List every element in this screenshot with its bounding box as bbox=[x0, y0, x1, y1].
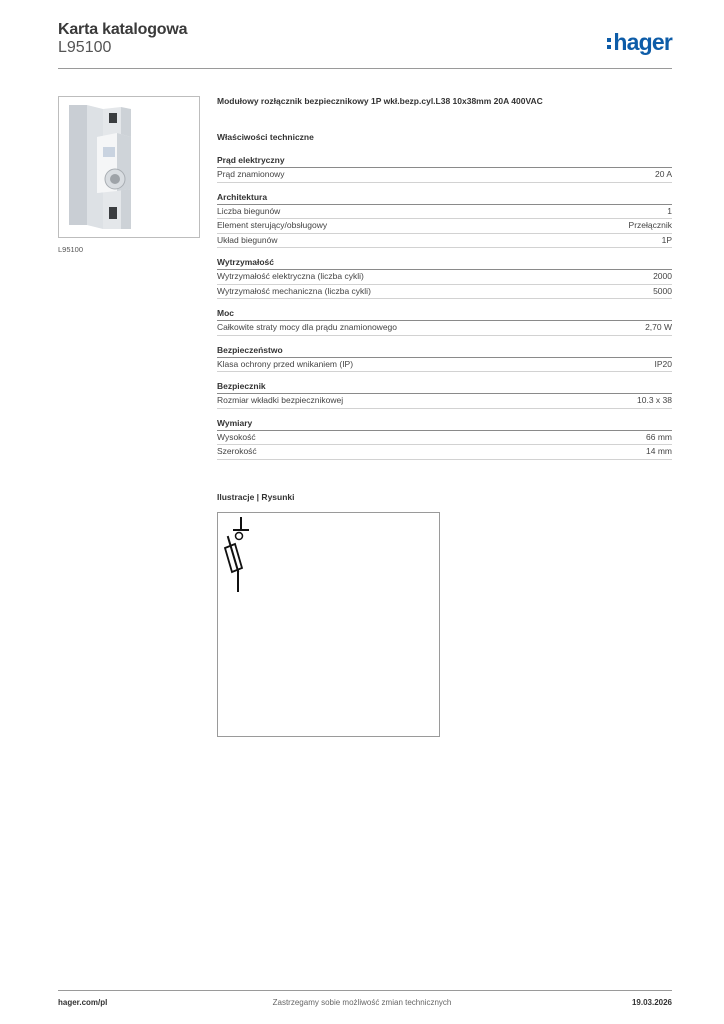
photo-caption: L95100 bbox=[58, 245, 84, 254]
spec-value: IP20 bbox=[654, 358, 672, 369]
spec-label: Wysokość bbox=[217, 431, 256, 442]
spec-row bbox=[217, 270, 672, 285]
product-photo bbox=[58, 96, 200, 238]
spec-row bbox=[217, 358, 672, 373]
spec-label: Układ biegunów bbox=[217, 234, 278, 245]
spec-value: 5000 bbox=[653, 285, 672, 296]
section-title: Moc bbox=[217, 307, 672, 321]
spec-section-durability bbox=[217, 256, 672, 299]
spec-label: Rozmiar wkładki bezpiecznikowej bbox=[217, 395, 344, 405]
fuse-switch-symbol-icon bbox=[218, 513, 439, 736]
spec-section-power bbox=[217, 307, 672, 336]
spec-label: Wytrzymałość elektryczna (liczba cykli) bbox=[217, 271, 364, 281]
spec-label: Prąd znamionowy bbox=[217, 169, 285, 179]
logo-wordmark: hager bbox=[613, 28, 672, 55]
spec-value: 2,70 W bbox=[645, 322, 672, 332]
spec-value: 66 mm bbox=[646, 431, 672, 442]
spec-row bbox=[217, 321, 672, 336]
spec-value: 10.3 x 38 bbox=[637, 395, 672, 405]
illustrations-heading: Ilustracje | Rysunki bbox=[217, 492, 295, 502]
section-title: Bezpiecznik bbox=[217, 380, 672, 394]
footer-date: 19.03.2026 bbox=[631, 998, 672, 1007]
spec-label: Element sterujący/obsługowy bbox=[217, 220, 328, 230]
spec-value: 2000 bbox=[653, 271, 672, 281]
spec-value: 14 mm bbox=[646, 446, 672, 456]
spec-label: Całkowite straty mocy dla prądu znamionowego bbox=[217, 322, 398, 332]
section-title: Prąd elektryczny bbox=[217, 154, 672, 168]
spec-section-architecture bbox=[217, 191, 672, 249]
spec-row bbox=[217, 431, 672, 446]
footer-website: hager.com/pl bbox=[58, 998, 108, 1007]
spec-value: 20 A bbox=[654, 169, 672, 179]
spec-section-fuse bbox=[217, 380, 672, 409]
spec-section-dimensions bbox=[217, 417, 672, 460]
footer-divider bbox=[58, 990, 672, 991]
page-header bbox=[58, 20, 672, 70]
footer-notice: Zastrzegamy sobie możliwość zmian technicznych bbox=[272, 998, 452, 1007]
fuse-switch-image-icon bbox=[59, 97, 199, 237]
spec-row bbox=[217, 445, 672, 460]
document-title: Karta katalogowa bbox=[58, 21, 188, 38]
spec-value: 1 bbox=[667, 205, 672, 216]
section-title: Bezpieczeństwo bbox=[217, 344, 672, 358]
spec-label: Szerokość bbox=[217, 446, 257, 456]
header-divider bbox=[58, 68, 672, 69]
spec-section-safety bbox=[217, 344, 672, 373]
hager-logo bbox=[607, 27, 672, 57]
logo-mark-icon bbox=[607, 37, 611, 51]
spec-row bbox=[217, 205, 672, 220]
product-description: Modułowy rozłącznik bezpiecznikowy 1P wkł.bezp.cyl.L38 10x38mm 20A 400VAC bbox=[217, 96, 543, 106]
spec-row bbox=[217, 168, 672, 183]
spec-label: Liczba biegunów bbox=[217, 205, 281, 216]
section-title: Wytrzymałość bbox=[217, 256, 672, 270]
specs-heading: Właściwości techniczne bbox=[217, 132, 314, 142]
product-details bbox=[217, 92, 672, 460]
spec-value: Przełącznik bbox=[628, 220, 672, 230]
spec-row bbox=[217, 285, 672, 300]
spec-row bbox=[217, 394, 672, 409]
spec-row bbox=[217, 219, 672, 234]
spec-value: 1P bbox=[661, 234, 672, 245]
spec-label: Klasa ochrony przed wnikaniem (IP) bbox=[217, 358, 354, 369]
spec-label: Wytrzymałość mechaniczna (liczba cykli) bbox=[217, 285, 371, 296]
spec-row bbox=[217, 234, 672, 249]
section-title: Architektura bbox=[217, 191, 672, 205]
product-code: L95100 bbox=[58, 39, 112, 56]
schematic-drawing bbox=[217, 512, 440, 737]
spec-section-current bbox=[217, 154, 672, 183]
section-title: Wymiary bbox=[217, 417, 672, 431]
